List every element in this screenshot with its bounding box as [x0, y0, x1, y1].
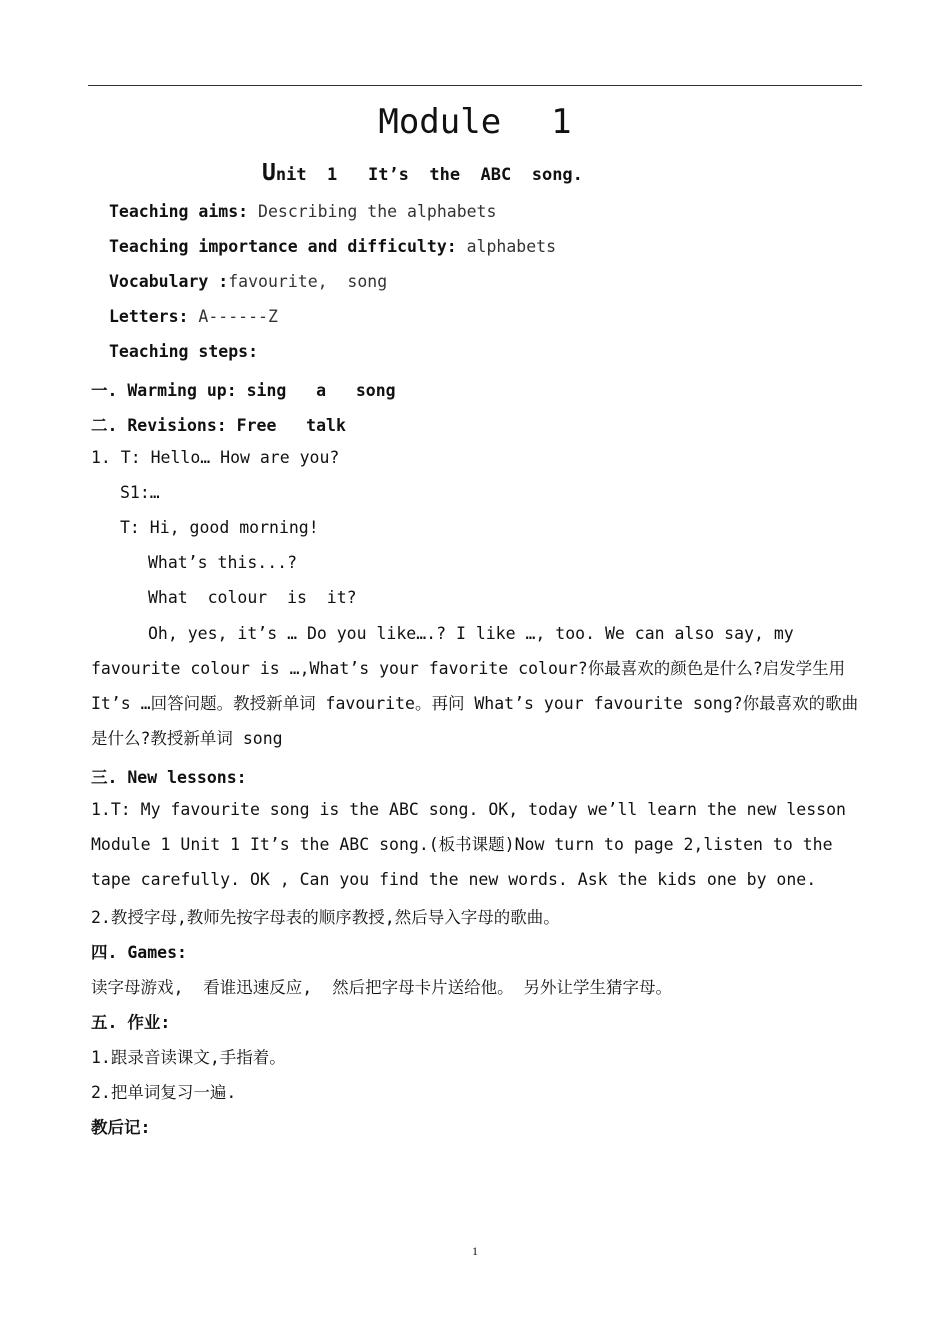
section-reflection: 教后记:	[91, 1118, 151, 1137]
letters-label: Letters:	[109, 307, 189, 326]
unit-title-rest: nit 1 It’s the ABC song.	[275, 165, 583, 185]
dialogue-line-4: What’s this...?	[148, 553, 298, 572]
teaching-aims-label: Teaching aims:	[109, 202, 249, 221]
teaching-aims	[109, 202, 496, 221]
section-warming-up: 一. Warming up: sing a song	[91, 381, 396, 400]
module-title-number: 1	[551, 102, 572, 142]
teaching-aims-value: Describing the alphabets	[248, 202, 497, 221]
letters-value: A------Z	[188, 307, 278, 326]
new-lessons-paragraph-2: 2.教授字母,教师先按字母表的顺序教授,然后导入字母的歌曲。	[91, 908, 560, 927]
dialogue-line-5: What colour is it?	[148, 588, 357, 607]
dialogue-line-3: T: Hi, good morning!	[120, 518, 319, 537]
section-games: 四. Games:	[91, 943, 187, 962]
vocabulary	[109, 272, 387, 291]
module-title	[0, 102, 950, 142]
module-title-word: Module	[378, 102, 502, 142]
teaching-importance-label: Teaching importance and difficulty:	[109, 237, 457, 256]
header-rule	[88, 85, 862, 86]
unit-title	[262, 160, 583, 186]
new-lessons-paragraph-1: 1.T: My favourite song is the ABC song. OK, today we’ll learn the new lesson Module 1 Unit 1 It’s the ABC song.(板书课题)Now turn to page 2,listen to the tape carefully. OK , Can you find the new words. Ask the kids one by one.	[91, 800, 846, 889]
homework-item-2: 2.把单词复习一遍.	[91, 1083, 237, 1102]
teaching-importance-value: alphabets	[456, 237, 557, 256]
homework-item-1: 1.跟录音读课文,手指着。	[91, 1048, 286, 1067]
section-homework: 五. 作业:	[91, 1013, 171, 1032]
teaching-importance	[109, 237, 556, 256]
dialogue-line-1: 1. T: Hello… How are you?	[91, 448, 340, 467]
section-new-lessons: 三. New lessons:	[91, 768, 247, 787]
vocabulary-label: Vocabulary :	[109, 272, 229, 291]
letters	[109, 307, 278, 326]
vocabulary-value: favourite, song	[228, 272, 388, 291]
dialogue-line-2: S1:…	[120, 483, 160, 502]
games-text: 读字母游戏, 看谁迅速反应, 然后把字母卡片送给他。 另外让学生猜字母。	[91, 978, 673, 997]
unit-title-initial: U	[262, 160, 276, 186]
section-revisions: 二. Revisions: Free talk	[91, 416, 346, 435]
page-number: 1	[472, 1244, 478, 1258]
teaching-steps-label: Teaching steps:	[109, 342, 259, 361]
dialogue-paragraph: Oh, yes, it’s … Do you like….? I like …, too. We can also say, my favourite colour is …,What’s your favorite colour?你最喜欢的颜色是什么?启发学生用 It’s …回答问题。教授新单词 favourite。再问 What’s your favourite song?你最喜欢的歌曲是什么?教授新单词 song	[91, 624, 859, 748]
